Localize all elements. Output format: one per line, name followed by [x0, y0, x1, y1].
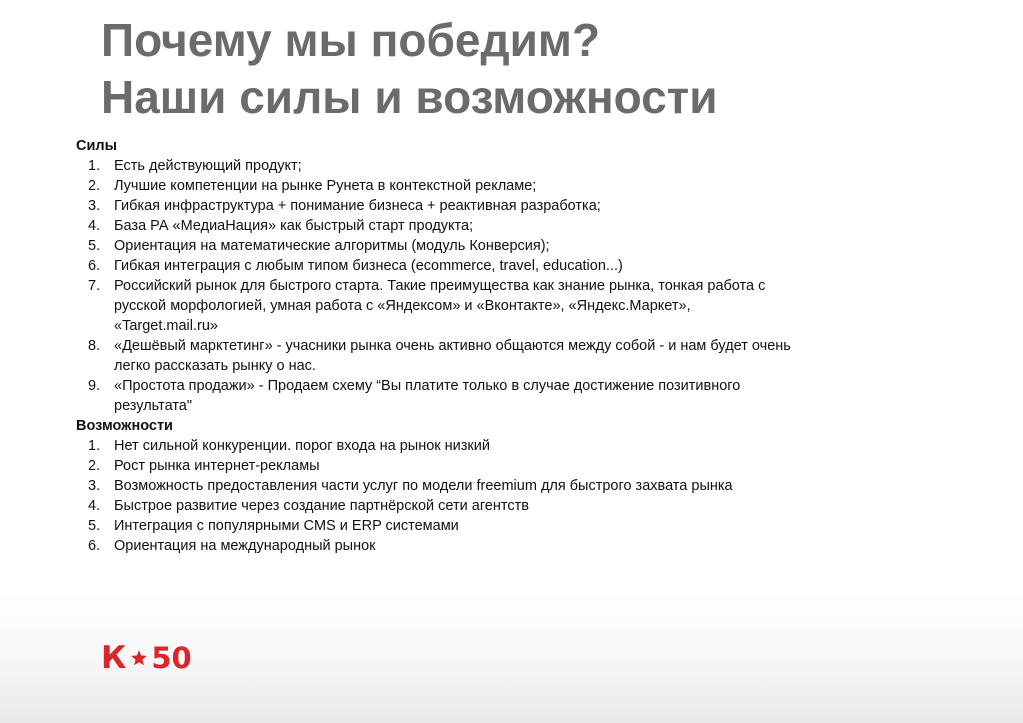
list-item-text: Ориентация на математические алгоритмы (модуль Конверсия);	[114, 238, 550, 254]
list-item	[76, 436, 906, 456]
star-icon	[130, 649, 148, 667]
list-item-text: «Простота продажи» - Продаем схему “Вы платите только в случае достижение позитивного результата"	[114, 378, 741, 414]
list-item-text: Быстрое развитие через создание партнёрской сети агентств	[114, 498, 529, 514]
list-item	[76, 536, 906, 556]
list-number: 1.	[88, 438, 101, 454]
list-item-text: Нет сильной конкуренции. порог входа на рынок низкий	[114, 438, 490, 454]
list-item-text: Возможность предоставления части услуг по модели freemium для быстрого захвата рынка	[114, 478, 733, 494]
list-item-text: Интеграция с популярными CMS и ERP системами	[114, 518, 459, 534]
list-item	[76, 216, 906, 236]
slide-title-line-2: Наши силы и возможности	[101, 71, 718, 123]
slide-title-line-1: Почему мы победим?	[101, 14, 601, 66]
logo-number: 50	[151, 641, 192, 675]
list-number: 8.	[88, 338, 101, 354]
list-item-text: Гибкая интеграция с любым типом бизнеса (ecommerce, travel, education...)	[114, 258, 623, 274]
strengths-list	[76, 156, 906, 416]
list-item	[76, 496, 906, 516]
list-item-text: Российский рынок для быстрого старта. Такие преимущества как знание рынка, тонкая работа с русской морфологией, умная работа с «Яндексом» и «Вконтакте», «Яндекс.Маркет», «Target.mail.ru»	[114, 278, 766, 334]
list-number: 2.	[88, 458, 101, 474]
list-item-text: Лучшие компетенции на рынке Рунета в контекстной рекламе;	[114, 178, 537, 194]
list-item-text: Рост рынка интернет-рекламы	[114, 458, 320, 474]
list-item	[76, 176, 906, 196]
list-number: 5.	[88, 238, 101, 254]
list-item-text: Гибкая инфраструктура + понимание бизнеса + реактивная разработка;	[114, 198, 601, 214]
list-number: 9.	[88, 378, 101, 394]
list-number: 6.	[88, 258, 101, 274]
list-item-text: Ориентация на международный рынок	[114, 538, 376, 554]
list-item-text: База РА «МедиаНация» как быстрый старт продукта;	[114, 218, 474, 234]
list-number: 4.	[88, 218, 101, 234]
strengths-heading: Силы	[76, 138, 117, 154]
list-number: 6.	[88, 538, 101, 554]
list-item	[76, 236, 906, 256]
list-number: 4.	[88, 498, 101, 514]
list-item	[76, 336, 906, 376]
list-number: 3.	[88, 198, 101, 214]
list-item	[76, 256, 906, 276]
slide-title	[101, 12, 1001, 126]
list-item	[76, 476, 906, 496]
list-number: 7.	[88, 278, 101, 294]
list-item-text: «Дешёвый марктетинг» - учасники рынка очень активно общаются между собой - и нам будет очень легко рассказать рынку о нас.	[114, 338, 791, 374]
list-item	[76, 376, 906, 416]
list-number: 5.	[88, 518, 101, 534]
slide-content	[76, 136, 906, 556]
logo-letter: К	[101, 640, 127, 676]
list-item	[76, 276, 906, 336]
list-item	[76, 196, 906, 216]
list-number: 3.	[88, 478, 101, 494]
list-item	[76, 456, 906, 476]
list-item	[76, 156, 906, 176]
list-number: 2.	[88, 178, 101, 194]
list-item-text: Есть действующий продукт;	[114, 158, 302, 174]
opportunities-list	[76, 436, 906, 556]
company-logo	[101, 640, 192, 676]
list-number: 1.	[88, 158, 101, 174]
list-item	[76, 516, 906, 536]
opportunities-heading: Возможности	[76, 418, 173, 434]
